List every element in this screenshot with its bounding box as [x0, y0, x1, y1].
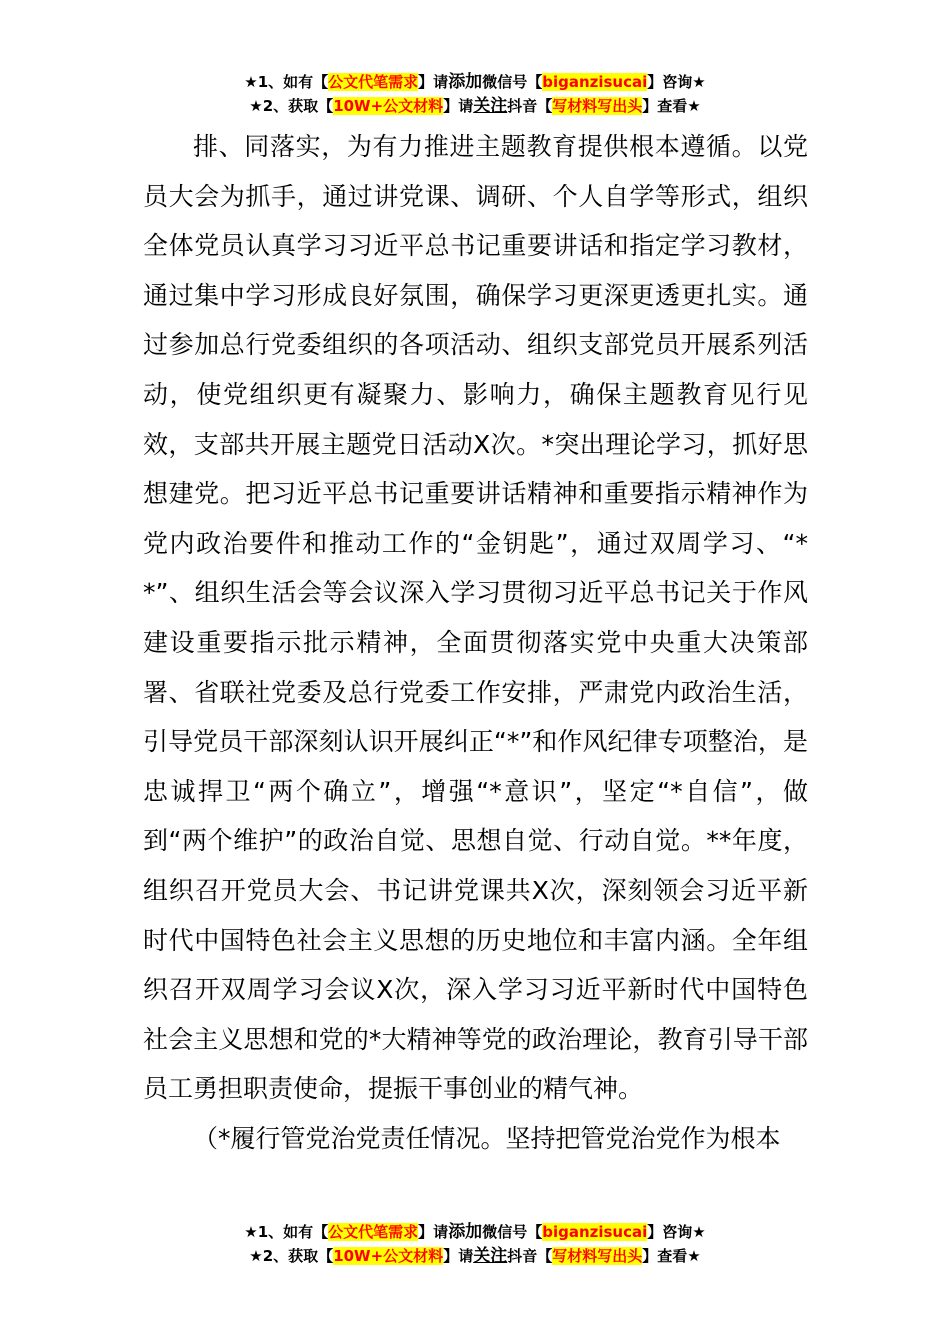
- highlight-douyin: 写材料写出头: [552, 1247, 643, 1265]
- highlight-materials: 10W+公文材料: [333, 97, 444, 115]
- star-icon: ★: [249, 97, 263, 115]
- star-icon: ★: [687, 1247, 701, 1265]
- star-icon: ★: [244, 73, 258, 91]
- star-icon: ★: [692, 73, 706, 91]
- paragraph-1: 排、同落实，为有力推进主题教育提供根本遵循。以党员大会为抓手，通过讲党课、调研、个人自学等形式，组织全体党员认真学习习近平总书记重要讲话和指定学习教材，通过集中学习形成良好氛围，确保学习更深更透更扎实。通过参加总行党委组织的各项活动、组织支部党员开展系列活动，使党组织更有凝聚力、影响力，确保主题教育见行见效，支部共开展主题党日活动X次。*突出理论学习，抓好思想建党。把习近平总书记重要讲话精神和重要指示精神作为党内政治要件和推动工作的“金钥匙”，通过双周学习、“**”、组织生活会等会议深入学习贯彻习近平总书记关于作风建设重要指示批示精神，全面贯彻落实党中央重大决策部署、省联社党委及总行党委工作安排，严肃党内政治生活，引导党员干部深刻认识开展纠正“*”和作风纪律专项整治，是忠诚捍卫“两个确立”，增强“*意识”，坚定“*自信”，做到“两个维护”的政治自觉、思想自觉、行动自觉。**年度，组织召开党员大会、书记讲党课共X次，深刻领会习近平新时代中国特色社会主义思想的历史地位和丰富内涵。全年组织召开双周学习会议X次，深入学习习近平新时代中国特色社会主义思想和党的*大精神等党的政治理论，教育引导干部员工勇担职责使命，提振干事创业的精气神。: [143, 132, 808, 1104]
- highlight-wechat-id: biganzisucai: [542, 73, 648, 91]
- highlight-douyin: 写材料写出头: [552, 97, 643, 115]
- highlight-materials: 10W+公文材料: [333, 1247, 444, 1265]
- banner-line-1: ★1、如有【公文代笔需求】请添加微信号【biganzisucai】咨询★: [244, 1222, 706, 1242]
- highlight-service: 公文代笔需求: [328, 73, 419, 91]
- document-body: [143, 122, 808, 1163]
- banner-line-1: ★1、如有【公文代笔需求】请添加微信号【biganzisucai】咨询★: [244, 72, 706, 92]
- star-icon: ★: [249, 1247, 263, 1265]
- banner-line-2: ★2、获取【10W+公文材料】请关注抖音【写材料写出头】查看★: [249, 96, 701, 116]
- star-icon: ★: [687, 97, 701, 115]
- star-icon: ★: [244, 1223, 258, 1241]
- highlight-wechat-id: biganzisucai: [542, 1223, 648, 1241]
- header-banner: [0, 70, 950, 118]
- star-icon: ★: [692, 1223, 706, 1241]
- banner-line-2: ★2、获取【10W+公文材料】请关注抖音【写材料写出头】查看★: [249, 1246, 701, 1266]
- paragraph-2: （*履行管党治党责任情况。坚持把管党治党作为根本: [193, 1123, 781, 1153]
- highlight-service: 公文代笔需求: [328, 1223, 419, 1241]
- footer-banner: [0, 1220, 950, 1268]
